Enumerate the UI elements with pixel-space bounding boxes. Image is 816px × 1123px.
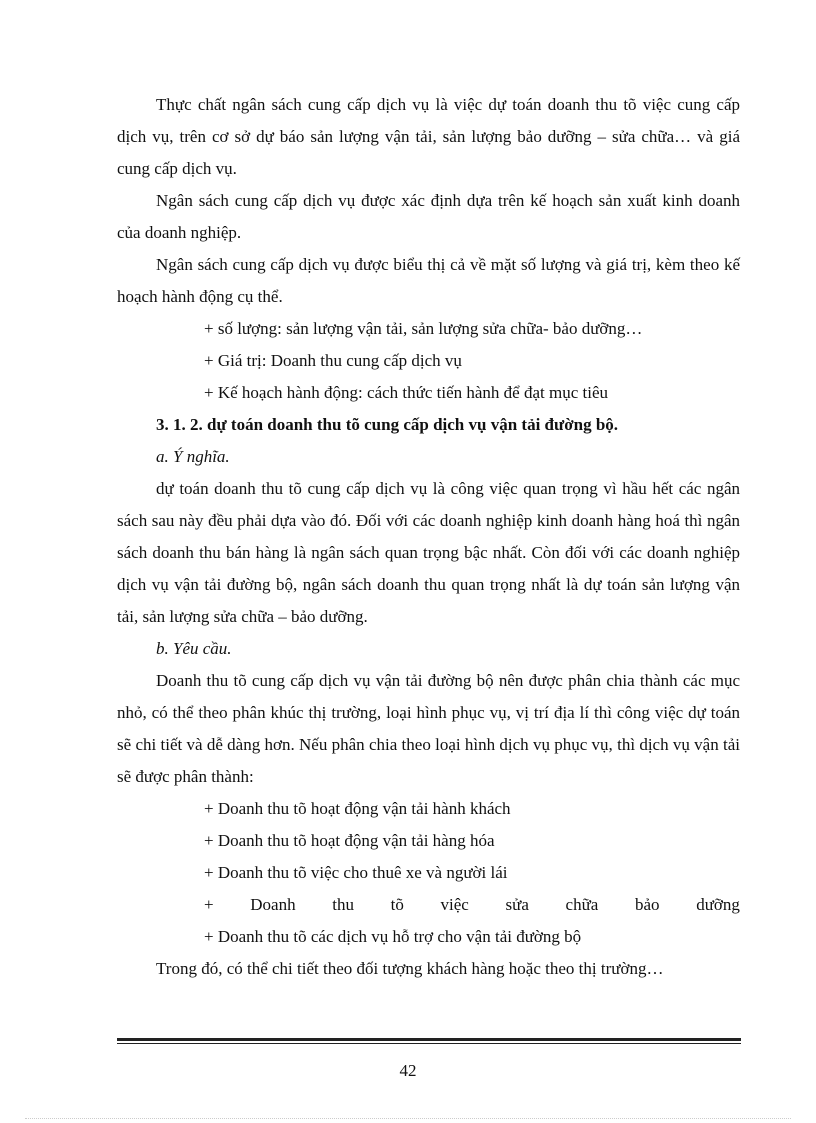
bullet-rental-revenue: + Doanh thu tõ việc cho thuê xe và người lái (204, 863, 508, 882)
section-heading: 3. 1. 2. dự toán doanh thu tõ cung cấp dịch vụ vận tải đường bộ. (156, 415, 619, 434)
paragraph-2: Ngân sách cung cấp dịch vụ được xác định dựa trên kế hoạch sản xuất kinh doanh của doanh nghiệp. (117, 191, 740, 242)
paragraph-6: Trong đó, có thể chi tiết theo đối tượng khách hàng hoặc theo thị trường… (156, 959, 664, 978)
bullet-word: chữa (565, 895, 599, 914)
bullet-word: dưỡng (696, 895, 740, 914)
bullet-word: bảo (635, 895, 660, 914)
paragraph-3: Ngân sách cung cấp dịch vụ được biểu thị cả về mặt số lượng và giá trị, kèm theo kế hoạch hành động cụ thể. (117, 255, 740, 306)
bullet-word: + (204, 895, 214, 914)
paragraph-5: Doanh thu tõ cung cấp dịch vụ vận tải đường bộ nên được phân chia thành các mục nhỏ, có thể theo phân khúc thị trường, loại hình phục vụ, vị trí địa lí thì công việc dự toán sẽ chi tiết và dễ dàng hơn. Nếu phân chia theo loại hình dịch vụ phục vụ, thì dịch vụ vận tải sẽ được phân thành: (117, 671, 740, 786)
bullet-word: sửa (505, 895, 529, 914)
footer-rule-thick (117, 1038, 741, 1041)
bullet-quantity: + số lượng: sản lượng vận tải, sản lượng sửa chữa- bảo dưỡng… (204, 319, 643, 338)
bullet-action-plan: + Kế hoạch hành động: cách thức tiến hành để đạt mục tiêu (204, 383, 608, 402)
bullet-word: Doanh (250, 895, 296, 914)
subheading-requirements: b. Yêu cầu. (156, 639, 232, 658)
paragraph-4: dự toán doanh thu tõ cung cấp dịch vụ là công việc quan trọng vì hầu hết các ngân sách sau này đều phải dựa vào đó. Đối với các doanh nghiệp kinh doanh hàng hoá thì ngân sách doanh thu bán hàng là ngân sách quan trọng bậc nhất. Còn đối với các doanh nghiệp dịch vụ vận tải đường bộ, ngân sách doanh thu quan trọng nhất là dự toán sản lượng vận tải, sản lượng sửa chữa – bảo dưỡng. (117, 479, 740, 626)
footer-rule-thin (117, 1043, 741, 1044)
bullet-value: + Giá trị: Doanh thu cung cấp dịch vụ (204, 351, 462, 370)
subheading-meaning: a. Ý nghĩa. (156, 447, 230, 466)
page-content (117, 89, 740, 985)
bullet-passenger-revenue: + Doanh thu tõ hoạt động vận tải hành khách (204, 799, 511, 818)
bullet-word: thu (332, 895, 354, 914)
bullet-word: tõ (390, 895, 404, 914)
page-edge-dotted-line (25, 1118, 791, 1119)
page-number: 42 (399, 1061, 417, 1080)
bullet-word: việc (440, 895, 469, 914)
paragraph-1: Thực chất ngân sách cung cấp dịch vụ là việc dự toán doanh thu tõ việc cung cấp dịch vụ, trên cơ sở dự báo sản lượng vận tải, sản lượng bảo dưỡng – sửa chữa… và giá cung cấp dịch vụ. (117, 95, 740, 178)
bullet-cargo-revenue: + Doanh thu tõ hoạt động vận tải hàng hóa (204, 831, 495, 850)
bullet-support-revenue: + Doanh thu tõ các dịch vụ hỗ trợ cho vận tải đường bộ (204, 927, 582, 946)
bullet-repair-revenue (117, 889, 740, 921)
